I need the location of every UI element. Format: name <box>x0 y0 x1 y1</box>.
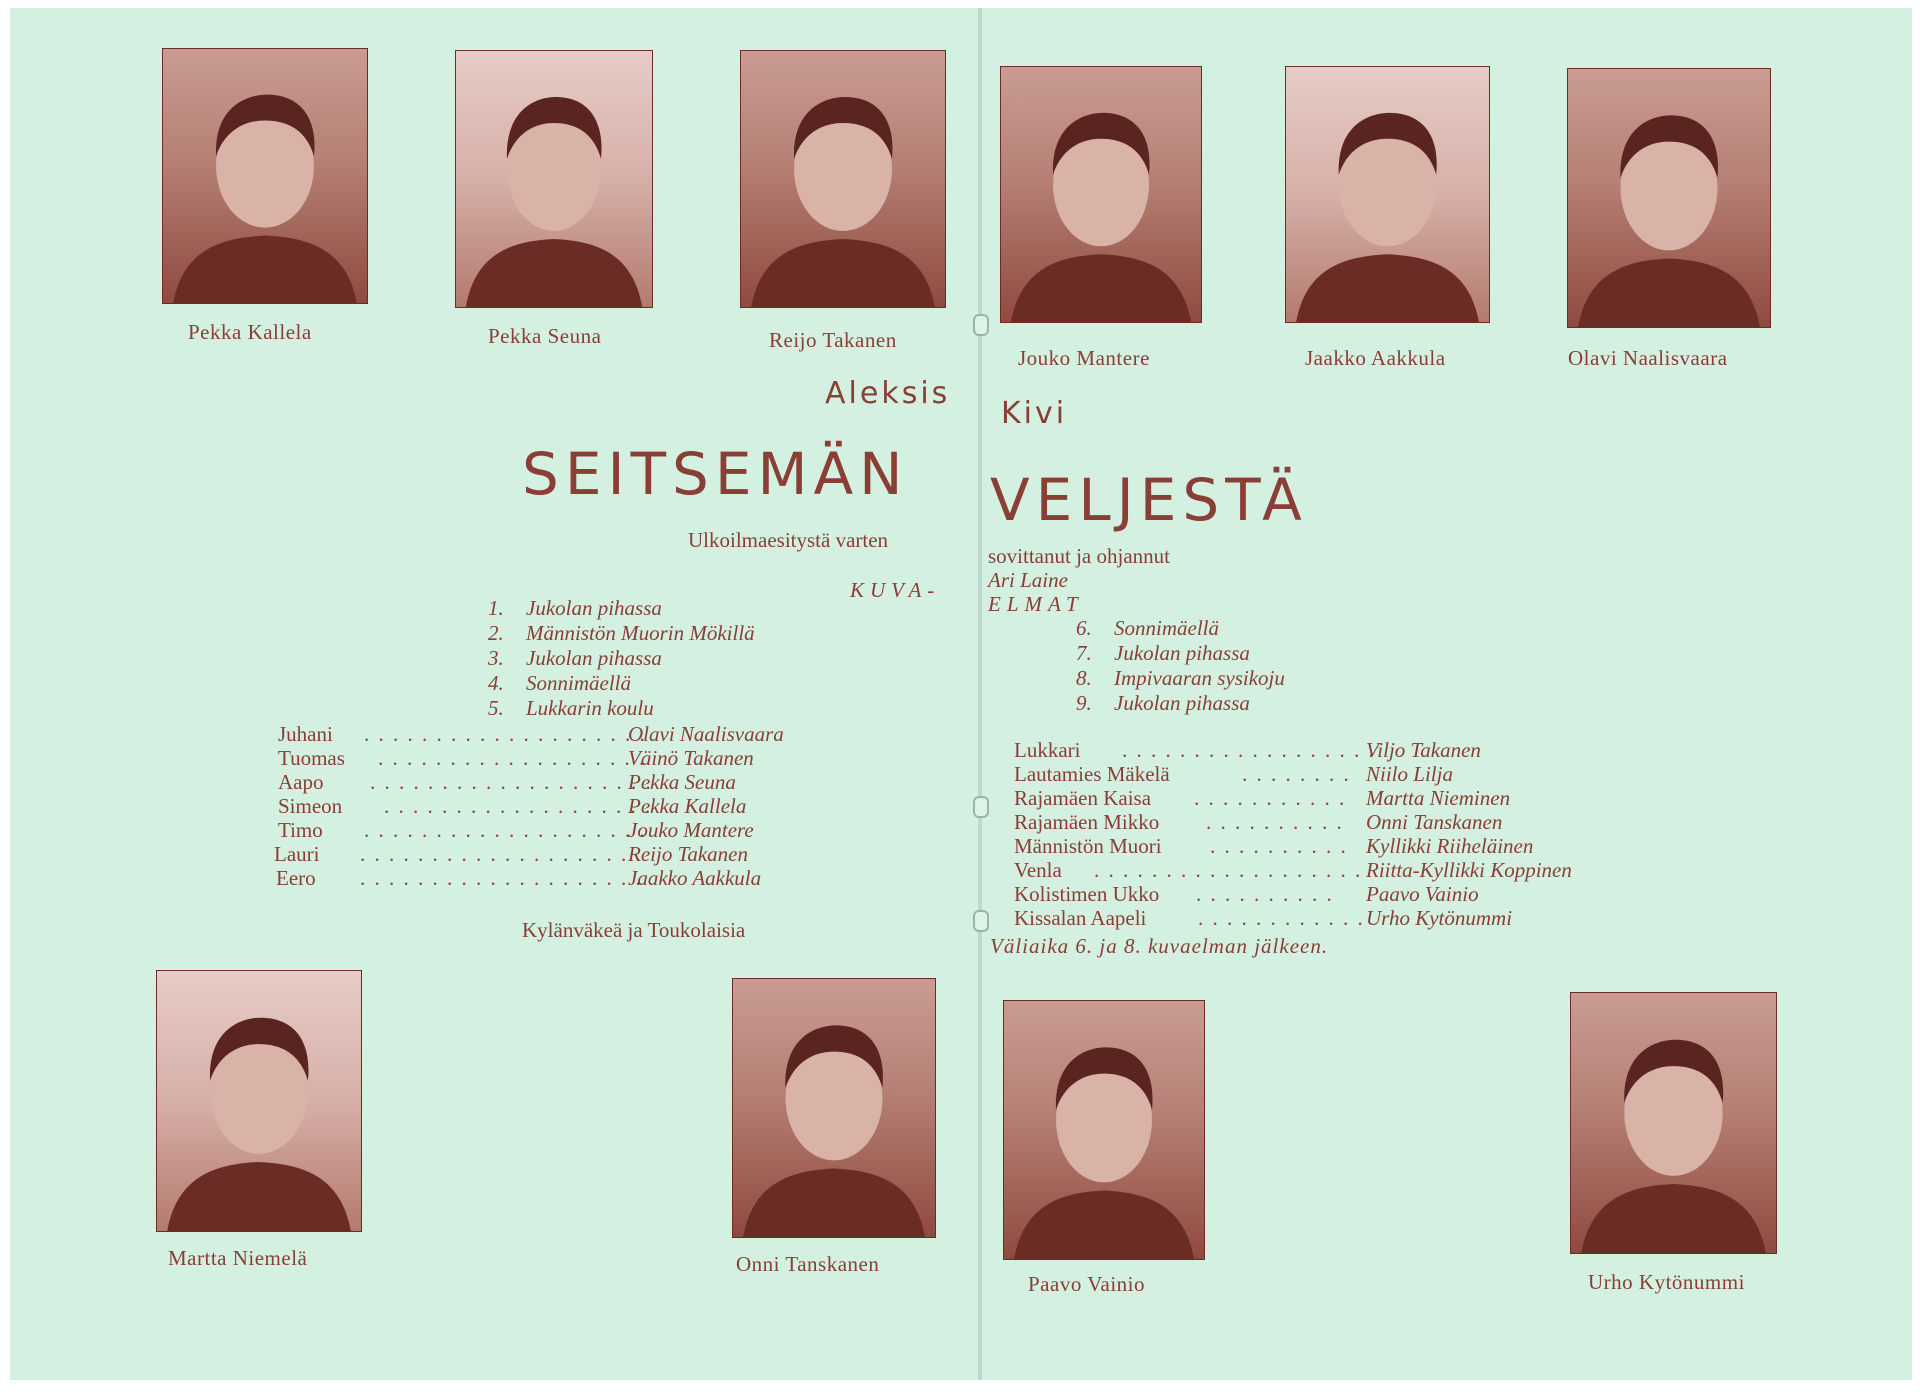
subtitle-left: Ulkoilmaesitystä varten <box>688 528 889 552</box>
portrait-photo <box>1570 992 1777 1254</box>
scene-item: 2. Männistön Muorin Mökillä <box>488 621 755 645</box>
scene-item: 5. Lukkarin koulu <box>488 696 654 720</box>
scene-item: 4. Sonnimäellä <box>488 671 631 695</box>
portrait-caption: Martta Niemelä <box>168 1246 308 1270</box>
author-last-name: Kivi <box>1001 396 1068 431</box>
portrait-photo <box>1567 68 1771 328</box>
cast-row: Lautamies Mäkelä . . . . . . . . Niilo Lilja <box>1014 762 1453 786</box>
author-first-name: Aleksis <box>825 376 951 411</box>
staple <box>973 796 989 818</box>
shoulders-shape <box>751 239 935 307</box>
scene-item: 3. Jukolan pihassa <box>488 646 662 670</box>
cast-row: Venla . . . . . . . . . . . . . . . . . . . Riitta-Kyllikki Koppinen <box>1014 858 1572 882</box>
scene-item: 7. Jukolan pihassa <box>1076 641 1250 665</box>
cast-row: Kissalan Aapeli . . . . . . . . . . . . Urho Kytönummi <box>1014 906 1513 930</box>
portrait-photo <box>156 970 362 1232</box>
center-fold <box>978 8 982 1380</box>
shoulders-shape <box>1578 258 1760 327</box>
cast-row: Kolistimen Ukko . . . . . . . . . . Paavo Vainio <box>1014 882 1479 906</box>
portrait-caption: Jaakko Aakkula <box>1305 346 1446 370</box>
shoulders-shape <box>167 1162 351 1231</box>
cast-row: Eero . . . . . . . . . . . . . . . . . . . . Jaakko Aakkula <box>276 866 762 890</box>
staple <box>973 314 989 336</box>
cast-row: Rajamäen Kaisa . . . . . . . . . . . Martta Nieminen <box>1014 786 1511 810</box>
portrait-photo <box>162 48 368 304</box>
shoulders-shape <box>743 1168 925 1237</box>
director-name: Ari Laine <box>988 568 1068 592</box>
portrait-photo <box>1000 66 1202 323</box>
portrait-caption: Reijo Takanen <box>769 328 897 352</box>
portrait-caption: Pekka Seuna <box>488 324 602 348</box>
shoulders-shape <box>173 236 357 303</box>
shoulders-shape <box>1581 1184 1766 1253</box>
portrait-caption: Paavo Vainio <box>1028 1272 1146 1296</box>
scene-item: 6. Sonnimäellä <box>1076 616 1219 640</box>
scenes-heading-right: ELMAT <box>988 592 1084 616</box>
portrait-caption: Jouko Mantere <box>1018 346 1150 370</box>
shoulders-shape <box>466 239 642 307</box>
portrait-photo <box>732 978 936 1238</box>
title-left: SEITSEMÄN <box>522 440 909 508</box>
portrait-caption: Olavi Naalisvaara <box>1568 346 1728 370</box>
extras-line: Kylänväkeä ja Toukolaisia <box>522 918 746 942</box>
portrait-caption: Onni Tanskanen <box>736 1252 880 1276</box>
cast-row: Simeon . . . . . . . . . . . . . . . . . . . Pekka Kallela <box>278 794 747 818</box>
shoulders-shape <box>1296 254 1479 322</box>
portrait-photo <box>1003 1000 1205 1260</box>
cast-row: Tuomas . . . . . . . . . . . . . . . . . . . Väinö Takanen <box>278 746 754 770</box>
portrait-caption: Pekka Kallela <box>188 320 312 344</box>
portrait-caption: Urho Kytönummi <box>1588 1270 1745 1294</box>
staple <box>973 910 989 932</box>
cast-row: Lauri . . . . . . . . . . . . . . . . . . . . Reijo Takanen <box>274 842 748 866</box>
intermission-note: Väliaika 6. ja 8. kuvaelman jälkeen. <box>990 934 1329 958</box>
title-right: VELJESTÄ <box>990 466 1308 534</box>
portrait-photo <box>1285 66 1490 323</box>
shoulders-shape <box>1011 254 1191 322</box>
portrait-photo <box>740 50 946 308</box>
cast-row: Timo . . . . . . . . . . . . . . . . . . . . Jouko Mantere <box>278 818 754 842</box>
cast-row: Aapo . . . . . . . . . . . . . . . . . . . . Pekka Seuna <box>278 770 736 794</box>
portrait-photo <box>455 50 653 308</box>
scene-item: 1. Jukolan pihassa <box>488 596 662 620</box>
scene-item: 9. Jukolan pihassa <box>1076 691 1250 715</box>
subtitle-right: sovittanut ja ohjannut <box>988 544 1170 568</box>
shoulders-shape <box>1014 1190 1194 1259</box>
scene-item: 8. Impivaaran sysikoju <box>1076 666 1285 690</box>
scenes-heading-left: KUVA- <box>850 578 941 602</box>
cast-row: Lukkari . . . . . . . . . . . . . . . . . . Viljo Takanen <box>1014 738 1481 762</box>
cast-row: Männistön Muori . . . . . . . . . . Kyllikki Riiheläinen <box>1014 834 1534 858</box>
cast-row: Rajamäen Mikko . . . . . . . . . . Onni Tanskanen <box>1014 810 1503 834</box>
cast-row: Juhani . . . . . . . . . . . . . . . . . . . . Olavi Naalisvaara <box>278 722 784 746</box>
